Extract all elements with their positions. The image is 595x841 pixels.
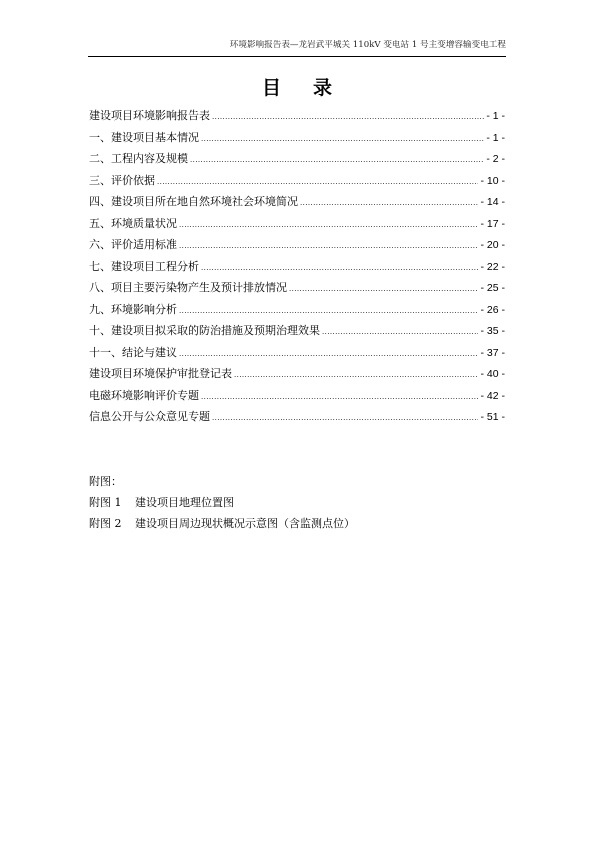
toc-entry-label[interactable]: 信息公开与公众意见专题 [89, 410, 210, 423]
toc-dot-leader [179, 343, 478, 365]
toc-dot-leader [322, 321, 478, 343]
toc-entry-label[interactable]: 十、建设项目拟采取的防治措施及预期治理效果 [89, 324, 320, 337]
toc-entry[interactable] [89, 363, 505, 385]
toc-entry[interactable] [89, 127, 505, 149]
appendix-item-number: 附图 2 [89, 517, 122, 530]
toc-entry-label[interactable]: 十一、结论与建议 [89, 345, 177, 359]
toc-dot-leader [179, 214, 478, 236]
toc-entry-page-number[interactable]: - 40 - [480, 368, 505, 380]
toc-entry-page-number[interactable]: - 20 - [480, 239, 505, 251]
toc-entry-label[interactable]: 四、建设项目所在地自然环境社会环境简况 [89, 195, 298, 208]
toc-dot-leader [289, 278, 478, 300]
toc-entry-page-number[interactable]: - 37 - [480, 346, 505, 359]
toc-dot-leader [190, 149, 484, 171]
toc-dot-leader [179, 235, 478, 257]
toc-entry[interactable] [89, 191, 505, 213]
toc-entry-page-number[interactable]: - 1 - [486, 131, 505, 144]
appendix-item [89, 513, 505, 534]
table-of-contents [89, 105, 505, 428]
toc-entry[interactable] [89, 385, 505, 407]
toc-entry[interactable] [89, 170, 505, 192]
appendix-item-number: 附图 1 [89, 496, 122, 509]
toc-entry-label[interactable]: 八、项目主要污染物产生及预计排放情况 [89, 281, 287, 294]
toc-dot-leader [234, 364, 478, 386]
appendix-item-label: 建设项目周边现状概况示意图（含监测点位） [135, 517, 355, 530]
toc-entry-page-number[interactable]: - 42 - [480, 389, 505, 402]
appendix-item [89, 492, 505, 513]
toc-entry-label[interactable]: 建设项目环境影响报告表 [89, 109, 210, 122]
toc-entry[interactable] [89, 256, 505, 278]
toc-entry-page-number[interactable]: - 22 - [480, 260, 505, 273]
toc-entry[interactable] [89, 213, 505, 235]
toc-dot-leader [212, 407, 478, 429]
running-header: 环境影响报告表—龙岩武平城关 110kV 变电站 1 号主变增容输变电工程 [229, 40, 506, 50]
toc-dot-leader [201, 128, 484, 150]
toc-entry[interactable] [89, 320, 505, 342]
toc-entry-page-number[interactable]: - 14 - [480, 196, 505, 208]
toc-entry[interactable] [89, 148, 505, 170]
toc-entry-page-number[interactable]: - 10 - [480, 174, 505, 187]
toc-entry-page-number[interactable]: - 35 - [480, 325, 505, 337]
toc-entry[interactable] [89, 342, 505, 364]
toc-entry-label[interactable]: 电磁环境影响评价专题 [89, 388, 199, 402]
toc-entry[interactable] [89, 105, 505, 127]
toc-entry-label[interactable]: 九、环境影响分析 [89, 302, 177, 316]
appendix-section [89, 471, 505, 534]
toc-entry-label[interactable]: 五、环境质量状况 [89, 216, 177, 230]
toc-entry-page-number[interactable]: - 26 - [480, 303, 505, 316]
toc-dot-leader [212, 106, 484, 128]
toc-entry[interactable] [89, 406, 505, 428]
toc-entry-label[interactable]: 三、评价依据 [89, 173, 155, 187]
toc-dot-leader [300, 192, 478, 214]
appendix-item-label: 建设项目地理位置图 [135, 496, 234, 509]
toc-entry[interactable] [89, 277, 505, 299]
toc-title: 目录 [261, 77, 364, 99]
toc-dot-leader [201, 257, 478, 279]
toc-entry-page-number[interactable]: - 2 - [486, 153, 505, 165]
toc-entry-page-number[interactable]: - 51 - [480, 411, 505, 423]
toc-entry[interactable] [89, 299, 505, 321]
toc-entry-label[interactable]: 七、建设项目工程分析 [89, 259, 199, 273]
toc-entry-page-number[interactable]: - 17 - [480, 217, 505, 230]
toc-dot-leader [201, 386, 478, 408]
toc-dot-leader [179, 300, 478, 322]
toc-entry-label[interactable]: 建设项目环境保护审批登记表 [89, 367, 232, 380]
toc-entry-label[interactable]: 一、建设项目基本情况 [89, 130, 199, 144]
toc-entry-page-number[interactable]: - 25 - [480, 282, 505, 294]
appendix-title: 附图： [89, 475, 122, 488]
toc-entry-label[interactable]: 六、评价适用标准 [89, 238, 177, 251]
toc-entry-label[interactable]: 二、工程内容及规模 [89, 152, 188, 165]
toc-entry-page-number[interactable]: - 1 - [486, 110, 505, 122]
toc-dot-leader [157, 171, 478, 193]
header-divider [88, 56, 506, 57]
toc-entry[interactable] [89, 234, 505, 256]
